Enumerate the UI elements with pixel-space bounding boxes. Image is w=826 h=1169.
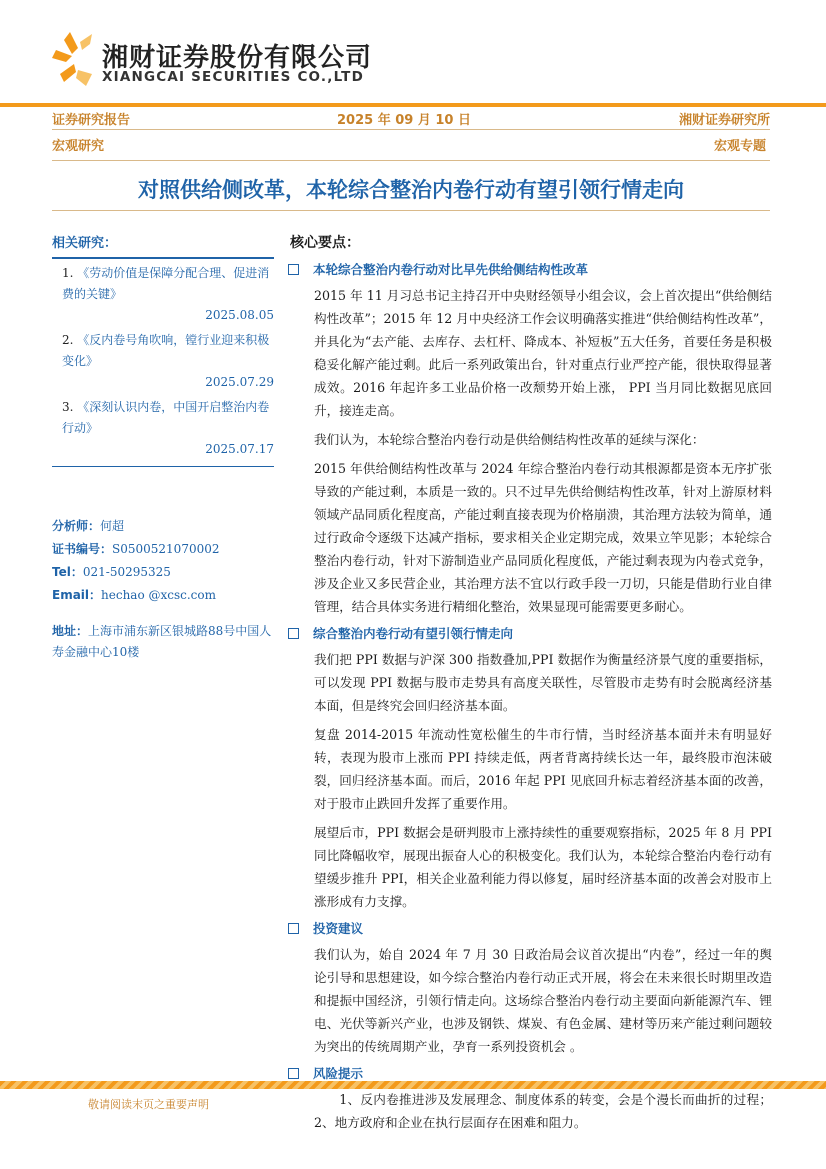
related-item[interactable]: 1. 《劳动价值是保障分配合理、促进消费的关键》 2025.08.05 bbox=[52, 263, 274, 326]
company-name-cn: 湘财证券股份有限公司 bbox=[102, 43, 373, 73]
tel-label: Tel： bbox=[52, 565, 83, 579]
checkbox-square-icon bbox=[288, 628, 299, 639]
cert-label: 证书编号： bbox=[52, 542, 113, 556]
section-heading: 风险提示 bbox=[288, 1064, 772, 1082]
paragraph: 我们认为，本轮综合整治内卷行动是供给侧结构性改革的延续与深化： bbox=[314, 432, 705, 447]
cert-number: S0500521070002 bbox=[112, 542, 220, 556]
report-type: 证券研究报告 bbox=[52, 113, 131, 128]
section-heading: 本轮综合整治内卷行动对比早先供给侧结构性改革 bbox=[288, 260, 772, 278]
company-name-en: XIANGCAI SECURITIES CO.,LTD bbox=[102, 69, 364, 85]
title-divider-bottom bbox=[52, 210, 770, 211]
company-logo-icon bbox=[52, 30, 100, 88]
related-item-date: 2025.07.29 bbox=[205, 375, 274, 389]
section-heading: 投资建议 bbox=[288, 919, 772, 937]
report-title: 对照供给侧改革，本轮综合整治内卷行动有望引领行情走向 bbox=[138, 178, 684, 202]
checkbox-square-icon bbox=[288, 264, 299, 275]
related-item[interactable]: 2. 《反内卷号角吹响，镗行业迎来积极变化》 2025.07.29 bbox=[52, 330, 274, 393]
main-content bbox=[288, 232, 772, 1140]
header-accent-bar bbox=[0, 103, 826, 107]
category-left: 宏观研究 bbox=[52, 139, 105, 154]
checkbox-square-icon bbox=[288, 923, 299, 934]
address-block bbox=[52, 621, 274, 663]
meta-divider bbox=[52, 129, 770, 130]
sidebar bbox=[52, 232, 274, 663]
email-address[interactable]: hechao @xcsc.com bbox=[101, 588, 217, 602]
paragraph: 我们把 PPI 数据与沪深 300 指数叠加,PPI 数据作为衡量经济景气度的重要指标，可以发现 PPI 数据与股市走势具有高度关联性，尽管股市走势有时会脱离经济基本面，但是终究会回归经济基本面。 bbox=[314, 652, 772, 713]
paragraph: 复盘 2014-2015 年流动性宽松催生的牛市行情，当时经济基本面并未有明显好转，表现为股市上涨而 PPI 持续走低，两者背离持续长达一年，最终股市泡沫破裂，回归经济基本面。而后，2016 年起 PPI 见底回升标志着经济基本面的改善，对于股市止跌回升发挥了重要作用。 bbox=[314, 727, 772, 811]
analyst-label: 分析师： bbox=[52, 519, 101, 533]
paragraph: 我们认为，始自 2024 年 7 月 30 日政治局会议首次提出“内卷”，经过一年的舆论引导和思想建设，如今综合整治内卷行动正式开展，将会在未来很长时期里改造和提振中国经济，引领行情走向。这场综合整治内卷行动主要面向新能源汽车、锂电、光伏等新兴产业，也涉及钢铁、煤炭、有色金属、建材等历来产能过剩问题较为突出的传统周期产业，孕育一系列投资机会 。 bbox=[314, 947, 772, 1054]
category-right: 宏观专题 bbox=[713, 139, 766, 154]
checkbox-square-icon bbox=[288, 1068, 299, 1079]
related-item-title[interactable]: 《劳动价值是保障分配合理、促进消费的关键》 bbox=[62, 266, 270, 301]
related-item[interactable]: 3. 《深刻认识内卷，中国开启整治内卷行动》 2025.07.17 bbox=[52, 397, 274, 460]
report-date: 2025 年 09 月 10 日 bbox=[337, 113, 471, 128]
related-research-list bbox=[52, 263, 274, 467]
paragraph: 2015 年 11 月习总书记主持召开中央财经领导小组会议，会上首次提出“供给侧结构性改革”；2015 年 12 月中央经济工作会议明确落实推进“供给侧结构性改革”，并具化为“去产能、去库存、去杠杆、降成本、补短板”五大任务，首要任务是积极稳妥化解产能过剩。此后一系列政策出台，针对重点行业严控产能，很快取得显著成效。2016 年起许多工业品价格一改颓势开始上涨， PPI 当月同比数据见底回升，接连走高。 bbox=[314, 288, 772, 418]
related-item-date: 2025.07.17 bbox=[205, 442, 274, 456]
footer-disclaimer: 敬请阅读末页之重要声明 bbox=[88, 1098, 209, 1111]
section-heading: 综合整治内卷行动有望引领行情走向 bbox=[288, 624, 772, 642]
footer-accent-bar bbox=[0, 1081, 826, 1089]
analyst-name: 何超 bbox=[100, 519, 125, 533]
related-item-title[interactable]: 《深刻认识内卷，中国开启整治内卷行动》 bbox=[62, 400, 270, 435]
paragraph: 2015 年供给侧结构性改革与 2024 年综合整治内卷行动其根源都是资本无序扩张导致的产能过剩，本质是一致的。只不过早先供给侧结构性改革，针对上游原材料领域产品同质化程度高，产能过剩直接表现为价格崩溃，其治理方法较为简单，通过行政命令逐级下达减产指标，要求相关企业定期完成，效果立竿见影；本轮综合整治内卷行动，针对下游制造业产品同质化程度低，产能过剩表现为内卷式竞争，涉及企业又多民营企业，其治理方法不宜以行政手段一刀切，只能是借助行业自律管理，结合具体实务进行精细化整治，效果显现可能需要更多耐心。 bbox=[314, 461, 772, 614]
paragraph: 1、反内卷推进涉及发展理念、制度体系的转变，会是个漫长而曲折的过程；2、地方政府和企业在执行层面存在困难和阻力。 bbox=[314, 1092, 772, 1130]
related-item-date: 2025.08.05 bbox=[205, 308, 274, 322]
core-points-heading: 核心要点： bbox=[290, 235, 360, 251]
paragraph: 展望后市，PPI 数据会是研判股市上涨持续性的重要观察指标，2025 年 8 月 PPI 同比降幅收窄，展现出振奋人心的积极变化。我们认为，本轮综合整治内卷行动有望缓步推升 PPI，相关企业盈利能力得以修复，届时经济基本面的改善会对股市上涨形成有力支撑。 bbox=[314, 825, 772, 909]
tel-number: 021-50295325 bbox=[82, 565, 171, 579]
analyst-contact bbox=[52, 515, 274, 607]
email-label: Email： bbox=[52, 588, 102, 602]
title-divider-top bbox=[52, 160, 770, 161]
institute-name: 湘财证券研究所 bbox=[678, 113, 770, 128]
related-item-title[interactable]: 《反内卷号角吹响，镗行业迎来积极变化》 bbox=[62, 333, 270, 368]
related-research-heading: 相关研究： bbox=[52, 232, 274, 259]
address-text: 上海市浦东新区银城路88号中国人寿金融中心10楼 bbox=[52, 624, 272, 659]
address-label: 地址： bbox=[52, 624, 89, 638]
